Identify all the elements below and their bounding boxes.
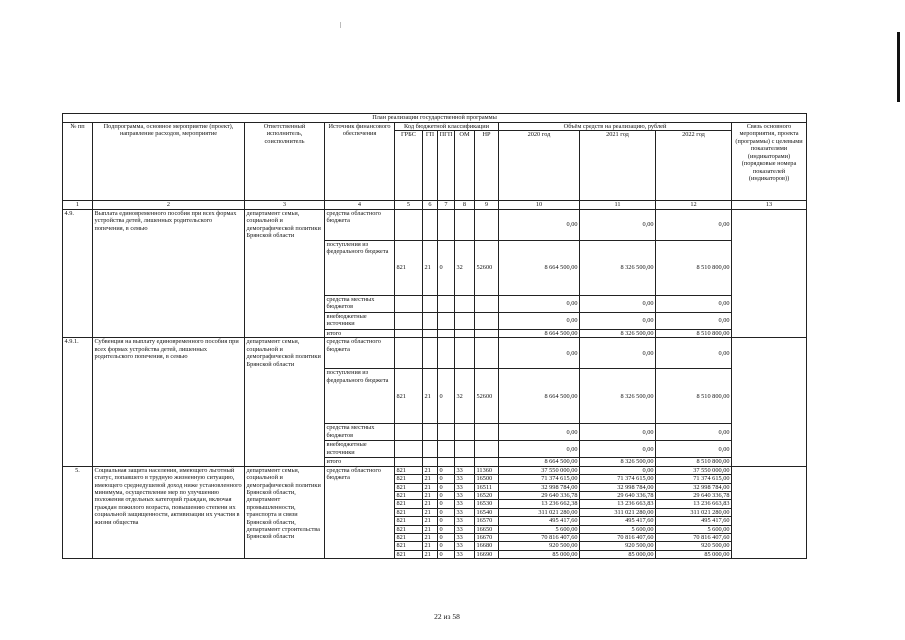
code-grbs: 821 <box>395 475 423 483</box>
code-om <box>455 312 475 329</box>
code-grbs: 821 <box>395 508 423 516</box>
amount-2020: 0,00 <box>499 424 580 441</box>
amount-2022: 32 998 784,00 <box>656 483 732 491</box>
code-np: 16500 <box>475 475 499 483</box>
header-om: ОМ <box>455 131 475 201</box>
code-pgp: 0 <box>438 517 455 525</box>
amount-2021: 5 600,00 <box>580 525 656 533</box>
code-pgp: 0 <box>438 475 455 483</box>
total-label: итого <box>325 329 395 337</box>
header-subprogram: Подпрограмма, основное мероприятие (проект), направление расходов, мероприятие <box>93 123 245 201</box>
code-gp <box>423 424 438 441</box>
code-om: 32 <box>455 240 475 295</box>
indicator-link <box>732 338 807 466</box>
funding-source: поступления из федерального бюджета <box>325 369 395 424</box>
code-pgp: 0 <box>438 483 455 491</box>
code-om: 33 <box>455 517 475 525</box>
code-np <box>475 458 499 466</box>
amount-2021: 8 326 500,00 <box>580 458 656 466</box>
code-gp <box>423 338 438 369</box>
code-pgp <box>438 329 455 337</box>
code-pgp <box>438 312 455 329</box>
measure-name: Выплата единовременного пособия при всех формах устройства детей, лишенных родительского попечения, в семью <box>93 209 245 337</box>
amount-2022: 71 374 615,00 <box>656 475 732 483</box>
code-pgp: 0 <box>438 369 455 424</box>
amount-2021: 8 326 500,00 <box>580 369 656 424</box>
amount-2021: 8 326 500,00 <box>580 329 656 337</box>
header-2020: 2020 год <box>499 131 580 201</box>
amount-2020: 0,00 <box>499 295 580 312</box>
code-pgp: 0 <box>438 466 455 474</box>
code-np: 52600 <box>475 240 499 295</box>
column-number: 6 <box>423 201 438 209</box>
amount-2021: 13 236 663,83 <box>580 500 656 508</box>
code-np <box>475 329 499 337</box>
code-grbs: 821 <box>395 500 423 508</box>
code-om <box>455 424 475 441</box>
header-executor: Ответственный исполнитель, соисполнитель <box>245 123 325 201</box>
scan-edge-mark <box>897 32 900 102</box>
amount-2021: 311 021 280,00 <box>580 508 656 516</box>
amount-2022: 5 600,00 <box>656 525 732 533</box>
amount-2020: 0,00 <box>499 312 580 329</box>
code-grbs: 821 <box>395 525 423 533</box>
code-om: 33 <box>455 491 475 499</box>
amount-2021: 0,00 <box>580 295 656 312</box>
funding-source: средства областного бюджета <box>325 338 395 369</box>
column-number: 4 <box>325 201 395 209</box>
code-om <box>455 338 475 369</box>
code-pgp: 0 <box>438 240 455 295</box>
amount-2022: 0,00 <box>656 209 732 240</box>
table-row <box>63 338 807 369</box>
code-np <box>475 424 499 441</box>
code-grbs: 821 <box>395 240 423 295</box>
code-gp <box>423 458 438 466</box>
code-om <box>455 441 475 458</box>
amount-2021: 32 998 784,00 <box>580 483 656 491</box>
amount-2022: 13 236 663,83 <box>656 500 732 508</box>
code-np: 16520 <box>475 491 499 499</box>
column-number: 7 <box>438 201 455 209</box>
amount-2021: 0,00 <box>580 338 656 369</box>
code-om <box>455 295 475 312</box>
amount-2022: 495 417,60 <box>656 517 732 525</box>
amount-2020: 29 640 336,78 <box>499 491 580 499</box>
code-pgp: 0 <box>438 550 455 558</box>
amount-2022: 0,00 <box>656 441 732 458</box>
amount-2020: 311 021 280,00 <box>499 508 580 516</box>
amount-2021: 0,00 <box>580 441 656 458</box>
code-gp: 21 <box>423 508 438 516</box>
header-link: Связь основного мероприятия, проекта (программы) с целевыми показателями (индикаторами) (порядковые номера показателей (индикаторов)) <box>732 123 807 201</box>
code-grbs: 821 <box>395 534 423 542</box>
code-om: 33 <box>455 542 475 550</box>
code-gp <box>423 295 438 312</box>
header-2022: 2022 год <box>656 131 732 201</box>
code-grbs <box>395 295 423 312</box>
header-source: Источник финансового обеспечения <box>325 123 395 201</box>
code-pgp <box>438 338 455 369</box>
amount-2021: 0,00 <box>580 209 656 240</box>
code-np: 16670 <box>475 534 499 542</box>
code-gp: 21 <box>423 550 438 558</box>
row-number: 4.9.1. <box>63 338 93 466</box>
code-gp: 21 <box>423 240 438 295</box>
amount-2021: 495 417,60 <box>580 517 656 525</box>
code-np: 16530 <box>475 500 499 508</box>
header-budget-code: Код бюджетной классификации <box>395 123 499 131</box>
executor: департамент семьи, социальной и демографической политики Брянской области <box>245 209 325 337</box>
code-pgp: 0 <box>438 508 455 516</box>
code-gp: 21 <box>423 475 438 483</box>
code-np <box>475 209 499 240</box>
code-gp: 21 <box>423 534 438 542</box>
amount-2021: 29 640 336,78 <box>580 491 656 499</box>
code-np: 52600 <box>475 369 499 424</box>
code-gp: 21 <box>423 483 438 491</box>
code-np <box>475 338 499 369</box>
code-gp: 21 <box>423 525 438 533</box>
amount-2022: 85 000,00 <box>656 550 732 558</box>
funding-source: средства местных бюджетов <box>325 424 395 441</box>
code-grbs <box>395 338 423 369</box>
code-pgp: 0 <box>438 534 455 542</box>
total-label: итого <box>325 458 395 466</box>
amount-2022: 311 021 280,00 <box>656 508 732 516</box>
sections-body <box>63 209 807 466</box>
amount-2020: 8 664 500,00 <box>499 458 580 466</box>
amount-2020: 85 000,00 <box>499 550 580 558</box>
code-gp: 21 <box>423 542 438 550</box>
table-row <box>63 209 807 240</box>
amount-2022: 0,00 <box>656 338 732 369</box>
code-gp <box>423 209 438 240</box>
code-om: 33 <box>455 466 475 474</box>
section-5-body <box>63 466 807 559</box>
amount-2020: 0,00 <box>499 441 580 458</box>
code-pgp: 0 <box>438 491 455 499</box>
code-gp: 21 <box>423 491 438 499</box>
amount-2022: 0,00 <box>656 312 732 329</box>
code-om: 33 <box>455 483 475 491</box>
executor: департамент семьи, социальной и демографической политики Брянской области, департамент промышленности, транспорта и связи Брянской области, департамент строительства Брянской области <box>245 466 325 559</box>
amount-2021: 0,00 <box>580 424 656 441</box>
code-pgp <box>438 295 455 312</box>
amount-2021: 920 500,00 <box>580 542 656 550</box>
code-om: 32 <box>455 369 475 424</box>
amount-2021: 0,00 <box>580 312 656 329</box>
code-om <box>455 209 475 240</box>
amount-2020: 70 816 407,60 <box>499 534 580 542</box>
amount-2020: 71 374 615,00 <box>499 475 580 483</box>
header-volume: Объём средств на реализацию, рублей <box>499 123 732 131</box>
code-pgp <box>438 209 455 240</box>
code-om: 33 <box>455 534 475 542</box>
code-grbs <box>395 329 423 337</box>
measure-name: Социальная защита населения, имеющего льготный статус, попавшего в трудную жизненную ситуацию, имеющего среднедушевой доход ниже установленного минимума, осуществление мер по улучшению положения отдельных категорий граждан, включая граждан пожилого возраста, повышению степени их социальной защищенности, активизации их участия в жизни общества <box>93 466 245 559</box>
amount-2020: 8 664 500,00 <box>499 240 580 295</box>
code-grbs <box>395 458 423 466</box>
amount-2020: 495 417,60 <box>499 517 580 525</box>
code-grbs: 821 <box>395 483 423 491</box>
amount-2021: 8 326 500,00 <box>580 240 656 295</box>
amount-2021: 0,00 <box>580 466 656 474</box>
code-om: 33 <box>455 500 475 508</box>
header-np: НР <box>475 131 499 201</box>
column-number: 9 <box>475 201 499 209</box>
code-np <box>475 295 499 312</box>
indicator-link <box>732 209 807 337</box>
header-pgp: ПГП <box>438 131 455 201</box>
amount-2022: 0,00 <box>656 295 732 312</box>
column-number: 2 <box>93 201 245 209</box>
code-np: 16650 <box>475 525 499 533</box>
code-gp: 21 <box>423 517 438 525</box>
code-grbs <box>395 441 423 458</box>
amount-2020: 0,00 <box>499 338 580 369</box>
code-grbs: 821 <box>395 466 423 474</box>
column-number: 8 <box>455 201 475 209</box>
table-row <box>63 466 807 474</box>
code-np: 16690 <box>475 550 499 558</box>
column-number-row <box>63 201 807 209</box>
amount-2020: 8 664 500,00 <box>499 369 580 424</box>
column-number: 1 <box>63 201 93 209</box>
code-pgp <box>438 458 455 466</box>
funding-source: средства местных бюджетов <box>325 295 395 312</box>
amount-2022: 920 500,00 <box>656 542 732 550</box>
amount-2022: 8 510 800,00 <box>656 458 732 466</box>
code-om: 33 <box>455 525 475 533</box>
code-np <box>475 441 499 458</box>
executor: департамент семьи, социальной и демографической политики Брянской области <box>245 338 325 466</box>
amount-2022: 37 550 000,00 <box>656 466 732 474</box>
table-title: План реализации государственной программы <box>63 114 807 123</box>
column-number: 13 <box>732 201 807 209</box>
code-grbs: 821 <box>395 550 423 558</box>
scan-speck <box>340 22 341 28</box>
code-gp <box>423 329 438 337</box>
code-np: 16570 <box>475 517 499 525</box>
column-number: 12 <box>656 201 732 209</box>
amount-2021: 71 374 615,00 <box>580 475 656 483</box>
amount-2020: 32 998 784,00 <box>499 483 580 491</box>
code-om <box>455 329 475 337</box>
funding-source: средства областного бюджета <box>325 209 395 240</box>
code-grbs <box>395 424 423 441</box>
amount-2022: 70 816 407,60 <box>656 534 732 542</box>
code-np: 16540 <box>475 508 499 516</box>
amount-2021: 70 816 407,60 <box>580 534 656 542</box>
code-np <box>475 312 499 329</box>
amount-2022: 29 640 336,78 <box>656 491 732 499</box>
indicator-link <box>732 466 807 559</box>
amount-2022: 0,00 <box>656 424 732 441</box>
program-plan-table <box>62 113 807 559</box>
code-grbs: 821 <box>395 517 423 525</box>
header-2021: 2021 год <box>580 131 656 201</box>
code-np: 16511 <box>475 483 499 491</box>
column-number: 5 <box>395 201 423 209</box>
code-grbs: 821 <box>395 491 423 499</box>
code-grbs: 821 <box>395 542 423 550</box>
header-gp: ГП <box>423 131 438 201</box>
code-om: 33 <box>455 475 475 483</box>
code-pgp <box>438 424 455 441</box>
amount-2020: 37 550 000,00 <box>499 466 580 474</box>
funding-source: средства областного бюджета <box>325 466 395 559</box>
header-num: № пп <box>63 123 93 201</box>
code-pgp <box>438 441 455 458</box>
funding-source: внебюджетные источники <box>325 441 395 458</box>
code-om: 33 <box>455 550 475 558</box>
code-gp: 21 <box>423 369 438 424</box>
column-number: 3 <box>245 201 325 209</box>
column-number: 10 <box>499 201 580 209</box>
code-gp: 21 <box>423 500 438 508</box>
code-np: 16680 <box>475 542 499 550</box>
code-grbs <box>395 209 423 240</box>
code-gp: 21 <box>423 466 438 474</box>
amount-2021: 85 000,00 <box>580 550 656 558</box>
amount-2020: 5 600,00 <box>499 525 580 533</box>
funding-source: внебюджетные источники <box>325 312 395 329</box>
code-np: 11360 <box>475 466 499 474</box>
code-om <box>455 458 475 466</box>
amount-2020: 920 500,00 <box>499 542 580 550</box>
code-pgp: 0 <box>438 542 455 550</box>
amount-2020: 0,00 <box>499 209 580 240</box>
page-number: 22 из 58 <box>434 612 460 621</box>
code-grbs <box>395 312 423 329</box>
code-pgp: 0 <box>438 525 455 533</box>
amount-2020: 13 236 662,38 <box>499 500 580 508</box>
code-grbs: 821 <box>395 369 423 424</box>
code-om: 33 <box>455 508 475 516</box>
measure-name: Субвенция на выплату единовременного пособия при всех формах устройства детей, лишенных родительского попечения, в семью <box>93 338 245 466</box>
row-number: 4.9. <box>63 209 93 337</box>
funding-source: поступления из федерального бюджета <box>325 240 395 295</box>
row-number: 5. <box>63 466 93 559</box>
amount-2022: 8 510 800,00 <box>656 329 732 337</box>
amount-2022: 8 510 800,00 <box>656 240 732 295</box>
code-pgp: 0 <box>438 500 455 508</box>
code-gp <box>423 312 438 329</box>
code-gp <box>423 441 438 458</box>
column-number: 11 <box>580 201 656 209</box>
amount-2020: 8 664 500,00 <box>499 329 580 337</box>
header-grbs: ГРБС <box>395 131 423 201</box>
amount-2022: 8 510 800,00 <box>656 369 732 424</box>
